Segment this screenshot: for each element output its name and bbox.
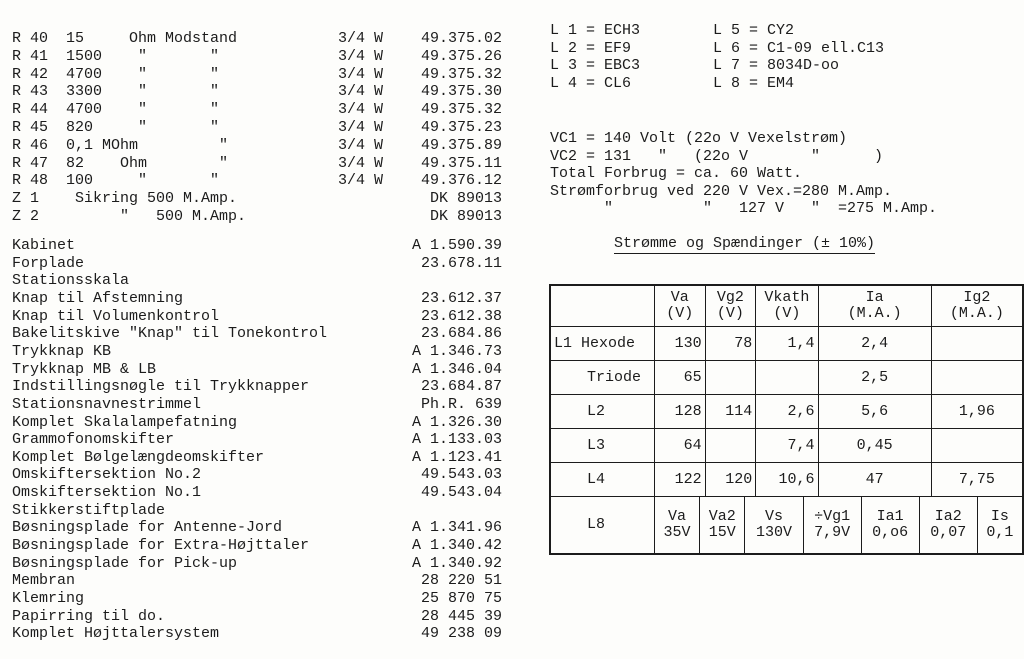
component-row	[12, 325, 502, 343]
part-row	[12, 66, 502, 84]
header-unit: (M.A.)	[847, 305, 902, 322]
l8-cell	[745, 497, 803, 553]
table-cell	[756, 361, 818, 395]
component-number: 49.543.04	[420, 484, 502, 502]
table-cell	[931, 429, 1023, 463]
component-name: Komplet Højttalersystem	[12, 625, 220, 643]
table-cell: 10,6	[756, 463, 818, 497]
component-name: Bøsningsplade for Antenne-Jord	[12, 519, 283, 537]
tube-item: L 1 = ECH3	[550, 22, 641, 39]
component-name: Membran	[12, 572, 76, 590]
component-name: Bøsningsplade for Extra-Højttaler	[12, 537, 310, 555]
part-spec: 3/4 W	[338, 65, 384, 83]
header-label: Vg2	[716, 289, 744, 306]
l8-value: 0,07	[930, 524, 967, 541]
component-name: Komplet Skalalampefatning	[12, 413, 238, 431]
supply-line: " " 127 V " =275 M.Amp.	[550, 200, 938, 217]
l8-label: Is	[990, 508, 1009, 525]
component-row	[12, 308, 502, 326]
header-label: Ig2	[963, 289, 991, 306]
part-number: 49.375.02	[420, 30, 502, 47]
supply-info	[550, 130, 990, 220]
table-cell: 65	[654, 361, 705, 395]
table-cell: 120	[705, 463, 756, 497]
component-number: 23.612.38	[420, 307, 502, 325]
part-row	[12, 137, 502, 155]
table-header-cell	[654, 285, 705, 327]
component-number: Ph.R. 639	[420, 395, 502, 413]
part-number: 49.375.11	[420, 154, 502, 172]
component-name: Stationsnavnestrimmel	[12, 395, 202, 413]
row-label: L2	[550, 395, 654, 429]
l8-values	[654, 497, 1023, 555]
l8-label: Va	[668, 508, 687, 525]
part-number: 49.376.12	[420, 172, 502, 190]
tube-item: L 7 = 8034D-oo	[713, 57, 840, 74]
measurement-table	[549, 284, 1024, 555]
part-ref: R 47	[12, 154, 49, 172]
l8-label: Va2	[708, 508, 736, 525]
component-number: 23.684.86	[420, 325, 502, 343]
component-row	[12, 378, 502, 396]
component-row	[12, 625, 502, 643]
part-ref: R 40	[12, 30, 49, 47]
component-name: Kabinet	[12, 237, 76, 254]
component-row	[12, 396, 502, 414]
table-row	[550, 395, 1023, 429]
header-unit: (V)	[716, 305, 744, 322]
l8-label: ÷Vg1	[814, 508, 851, 525]
component-number: A 1.346.04	[411, 360, 502, 378]
component-row	[12, 431, 502, 449]
part-ref: Z 1	[12, 190, 40, 208]
part-ref: R 46	[12, 136, 49, 154]
l8-label: Vs	[764, 508, 783, 525]
component-name: Klemring	[12, 590, 85, 607]
l8-cell	[655, 497, 700, 553]
component-name: Bakelitskive "Knap" til Tonekontrol	[12, 325, 328, 343]
component-row	[12, 466, 502, 484]
part-desc: 3300 " "	[66, 83, 220, 101]
table-cell	[931, 361, 1023, 395]
component-number: A 1.340.92	[411, 554, 502, 572]
part-number: 49.375.30	[420, 83, 502, 101]
part-row	[12, 119, 502, 137]
part-row	[12, 30, 502, 48]
component-name: Knap til Volumenkontrol	[12, 307, 220, 325]
component-name: Omskiftersektion No.2	[12, 466, 202, 484]
component-number: A 1.346.73	[411, 342, 502, 360]
component-number: A 1.133.03	[411, 431, 502, 449]
l8-cell	[861, 497, 919, 553]
table-row	[550, 429, 1023, 463]
header-label: Ia	[865, 289, 884, 306]
table-cell: 0,45	[818, 429, 931, 463]
part-desc: 0,1 MOhm "	[66, 136, 229, 154]
tube-item: L 6 = C1-09 ell.C13	[713, 39, 885, 57]
component-number: 23.612.37	[420, 289, 502, 307]
component-row	[12, 484, 502, 502]
table-cell: 122	[654, 463, 705, 497]
component-row	[12, 361, 502, 379]
part-desc: 100 " "	[66, 172, 220, 190]
component-number: A 1.340.42	[411, 537, 502, 555]
l8-cell	[700, 497, 745, 553]
part-ref: R 41	[12, 47, 49, 65]
component-row	[12, 555, 502, 573]
header-label: Vkath	[764, 289, 810, 306]
component-name: Stikkerstiftplade	[12, 501, 166, 519]
part-spec: 3/4 W	[338, 30, 384, 47]
component-name: Grammofonomskifter	[12, 431, 175, 449]
tube-list	[550, 22, 990, 102]
table-header-cell	[550, 285, 654, 327]
component-row	[12, 572, 502, 590]
header-label: Va	[670, 289, 689, 306]
row-label: L3	[550, 429, 654, 463]
part-number: DK 89013	[429, 208, 502, 225]
table-body	[550, 327, 1023, 555]
table-row	[550, 361, 1023, 395]
table-cell: 130	[654, 327, 705, 361]
row-label: L1 Hexode	[550, 327, 654, 361]
part-spec: 3/4 W	[338, 101, 384, 119]
part-ref: R 42	[12, 65, 49, 83]
part-number: DK 89013	[429, 190, 502, 208]
table-header-cell	[818, 285, 931, 327]
component-row	[12, 502, 502, 520]
part-desc: 4700 " "	[66, 65, 220, 83]
part-row	[12, 190, 502, 208]
component-number: 49 238 09	[420, 625, 502, 643]
l8-subtable	[655, 497, 1022, 553]
table-cell: 1,96	[931, 395, 1023, 429]
component-number: 28 220 51	[420, 572, 502, 590]
component-name: Forplade	[12, 254, 85, 272]
component-row	[12, 255, 502, 273]
table-row-l8	[550, 497, 1023, 555]
l8-value: 7,9V	[814, 524, 851, 541]
component-number: 28 445 39	[420, 607, 502, 625]
component-number: 23.678.11	[420, 254, 502, 272]
table-title: Strømme og Spændinger (± 10%)	[614, 235, 876, 252]
component-row	[12, 414, 502, 432]
tube-item: L 8 = EM4	[713, 74, 795, 92]
part-number: 49.375.89	[420, 136, 502, 154]
component-row	[12, 343, 502, 361]
part-spec: 3/4 W	[338, 119, 384, 136]
table-cell: 128	[654, 395, 705, 429]
component-row	[12, 449, 502, 467]
component-number: 49.543.03	[420, 466, 502, 484]
table-cell	[705, 361, 756, 395]
supply-line: Strømforbrug ved 220 V Vex.=280 M.Amp.	[550, 182, 893, 200]
part-number: 49.375.26	[420, 47, 502, 65]
part-desc: 15 Ohm Modstand	[66, 30, 238, 47]
part-desc: 4700 " "	[66, 101, 220, 119]
component-name: Trykknap MB & LB	[12, 360, 157, 378]
component-number: 25 870 75	[420, 590, 502, 607]
part-row	[12, 172, 502, 190]
component-row	[12, 290, 502, 308]
part-spec: 3/4 W	[338, 83, 384, 101]
component-number: 23.684.87	[420, 378, 502, 396]
component-name: Indstillingsnøgle til Trykknapper	[12, 378, 310, 396]
component-number: A 1.590.39	[411, 237, 502, 254]
part-row	[12, 83, 502, 101]
component-name: Papirring til do.	[12, 607, 166, 625]
component-row	[12, 608, 502, 626]
component-row	[12, 590, 502, 608]
component-name: Komplet Bølgelængdeomskifter	[12, 448, 265, 466]
component-row	[12, 237, 502, 255]
tube-item: L 5 = CY2	[713, 22, 795, 39]
part-number: 49.375.32	[420, 101, 502, 119]
l8-value: 15V	[708, 524, 736, 541]
supply-line: VC2 = 131 " (22o V " )	[550, 147, 884, 165]
part-ref: R 48	[12, 172, 49, 190]
component-name: Bøsningsplade for Pick-up	[12, 554, 238, 572]
part-desc: " 500 M.Amp.	[66, 208, 247, 225]
component-row	[12, 272, 502, 290]
table-row	[550, 327, 1023, 361]
component-row	[12, 519, 502, 537]
l8-value: 130V	[755, 524, 792, 541]
component-name: Stationsskala	[12, 272, 130, 290]
table-cell: 7,4	[756, 429, 818, 463]
part-number: 49.375.23	[420, 119, 502, 136]
row-label: Triode	[550, 361, 654, 395]
l8-value: 0,1	[986, 524, 1014, 541]
table-cell: 5,6	[818, 395, 931, 429]
table-cell: 78	[705, 327, 756, 361]
l8-cell	[977, 497, 1022, 553]
part-spec: 3/4 W	[338, 136, 384, 154]
l8-cell	[803, 497, 861, 553]
part-desc: Sikring 500 M.Amp.	[66, 190, 238, 208]
l8-label: Ia2	[934, 508, 962, 525]
part-spec: 3/4 W	[338, 154, 384, 172]
l8-value: 0,o6	[872, 524, 909, 541]
table-cell	[705, 429, 756, 463]
part-number: 49.375.32	[420, 65, 502, 83]
tube-item: L 2 = EF9	[550, 39, 632, 57]
component-name: Knap til Afstemning	[12, 289, 184, 307]
l8-label: Ia1	[876, 508, 904, 525]
table-header-cell	[705, 285, 756, 327]
row-label: L8	[550, 497, 654, 555]
l8-cell	[919, 497, 977, 553]
part-spec: 3/4 W	[338, 47, 384, 65]
component-row	[12, 537, 502, 555]
component-number: A 1.123.41	[411, 448, 502, 466]
parts-list	[12, 30, 512, 650]
table-row	[550, 463, 1023, 497]
table-cell: 2,4	[818, 327, 931, 361]
header-unit: (V)	[773, 305, 801, 322]
tube-item: L 4 = CL6	[550, 74, 632, 92]
part-ref: R 44	[12, 101, 49, 119]
table-cell: 64	[654, 429, 705, 463]
table-header-row	[550, 285, 1023, 327]
header-unit: (M.A.)	[949, 305, 1004, 322]
part-spec: 3/4 W	[338, 172, 384, 190]
table-cell: 47	[818, 463, 931, 497]
supply-line: VC1 = 140 Volt (22o V Vexelstrøm)	[550, 130, 848, 147]
row-label: L4	[550, 463, 654, 497]
table-cell: 1,4	[756, 327, 818, 361]
part-desc: 820 " "	[66, 119, 220, 136]
table-cell: 7,75	[931, 463, 1023, 497]
part-desc: 82 Ohm "	[66, 154, 229, 172]
component-number: A 1.326.30	[411, 413, 502, 431]
component-name: Omskiftersektion No.1	[12, 484, 202, 502]
part-desc: 1500 " "	[66, 47, 220, 65]
part-row	[12, 155, 502, 173]
part-ref: Z 2	[12, 208, 40, 225]
table-cell: 114	[705, 395, 756, 429]
component-name: Trykknap KB	[12, 342, 112, 360]
part-ref: R 43	[12, 83, 49, 101]
table-cell: 2,6	[756, 395, 818, 429]
part-row	[12, 48, 502, 66]
l8-value: 35V	[663, 524, 691, 541]
table-header-cell	[756, 285, 818, 327]
supply-line: Total Forbrug = ca. 60 Watt.	[550, 165, 803, 182]
component-number: A 1.341.96	[411, 519, 502, 537]
table-cell	[931, 327, 1023, 361]
table-cell: 2,5	[818, 361, 931, 395]
tube-item: L 3 = EBC3	[550, 57, 641, 74]
part-ref: R 45	[12, 119, 49, 136]
part-row	[12, 101, 502, 119]
part-row	[12, 208, 502, 226]
table-header-cell	[931, 285, 1023, 327]
header-unit: (V)	[666, 305, 694, 322]
